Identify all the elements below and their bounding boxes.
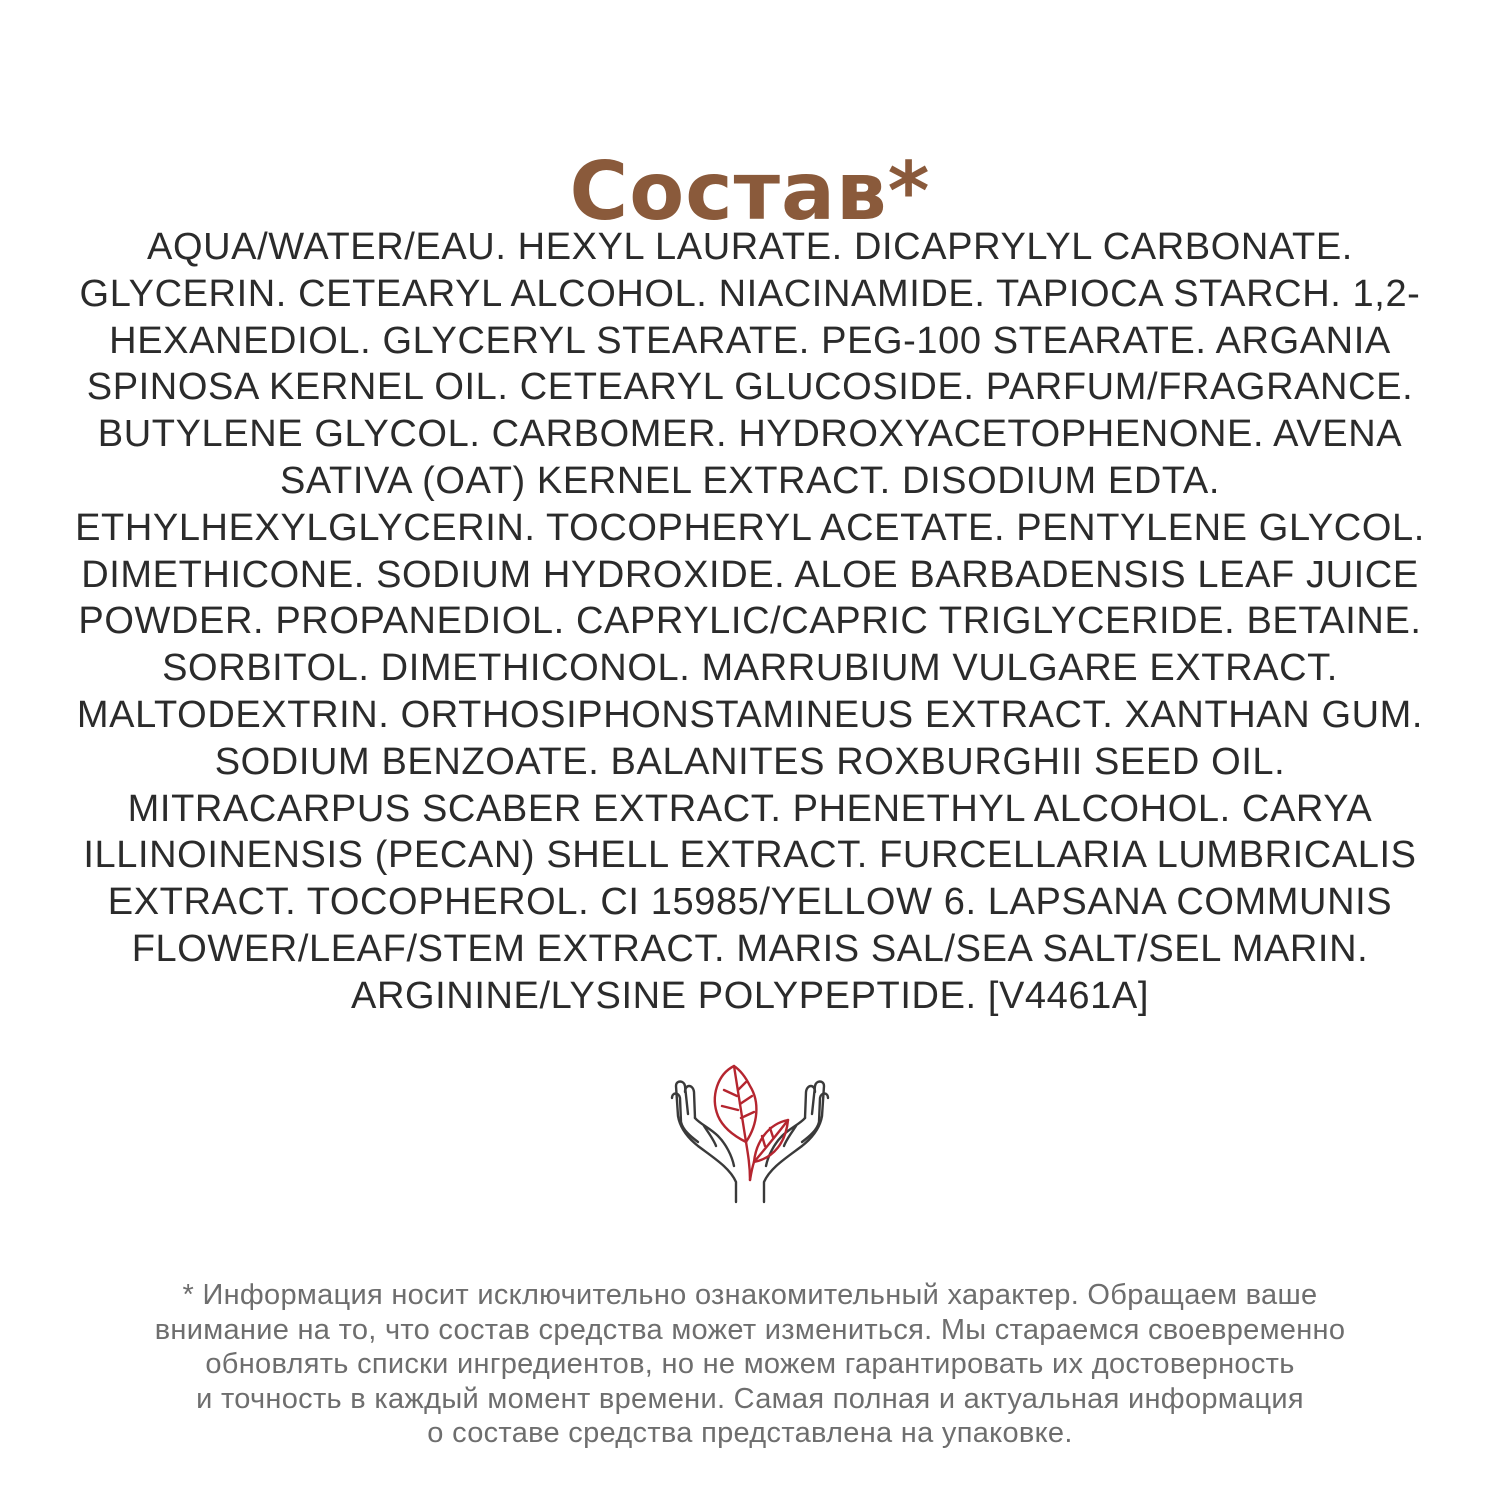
ingredients-line: ETHYLHEXYLGLYCERIN. TOCOPHERYL ACETATE. PENTYLENE GLYCOL. xyxy=(75,506,1425,549)
ingredients-line: EXTRACT. TOCOPHEROL. CI 15985/YELLOW 6. LAPSANA COMMUNIS xyxy=(107,881,1393,924)
ingredients-line: MALTODEXTRIN. ORTHOSIPHONSTAMINEUS EXTRACT. XANTHAN GUM. xyxy=(76,693,1424,736)
disclaimer-line: о составе средства представлена на упаковке. xyxy=(427,1417,1073,1450)
disclaimer-line: обновлять списки ингредиентов, но не можем гарантировать их достоверность xyxy=(205,1348,1295,1381)
ingredients-line: ARGININE/LYSINE POLYPEPTIDE. [V4461A] xyxy=(351,974,1149,1017)
ingredients-line: POWDER. PROPANEDIOL. CAPRYLIC/CAPRIC TRIGLYCERIDE. BETAINE. xyxy=(78,600,1422,643)
ingredients-line: HEXANEDIOL. GLYCERYL STEARATE. PEG-100 STEARATE. ARGANIA xyxy=(109,319,1391,362)
disclaimer-text xyxy=(30,1278,1470,1451)
disclaimer-line: и точность в каждый момент времени. Самая полная и актуальная информация xyxy=(196,1382,1304,1415)
ingredients-list xyxy=(30,224,1470,1020)
ingredients-line: AQUA/WATER/EAU. HEXYL LAURATE. DICAPRYLYL CARBONATE. xyxy=(147,226,1353,268)
ingredients-line: ILLINOINENSIS (PECAN) SHELL EXTRACT. FURCELLARIA LUMBRICALIS xyxy=(83,834,1417,877)
page-title: Состав* xyxy=(569,144,931,238)
ingredients-line: MITRACARPUS SCABER EXTRACT. PHENETHYL ALCOHOL. CARYA xyxy=(127,787,1373,830)
ingredients-line: SATIVA (OAT) KERNEL EXTRACT. DISODIUM EDTA. xyxy=(279,459,1221,502)
disclaimer-line: внимание на то, что состав средства может измениться. Мы стараемся своевременно xyxy=(154,1313,1346,1346)
ingredients-line: DIMETHICONE. SODIUM HYDROXIDE. ALOE BARBADENSIS LEAF JUICE xyxy=(81,553,1419,596)
ingredients-line: BUTYLENE GLYCOL. CARBOMER. HYDROXYACETOPHENONE. AVENA xyxy=(97,413,1403,456)
ingredients-line: SODIUM BENZOATE. BALANITES ROXBURGHII SEED OIL. xyxy=(214,740,1286,783)
ingredients-line: GLYCERIN. CETEARYL ALCOHOL. NIACINAMIDE. TAPIOCA STARCH. 1,2- xyxy=(79,272,1421,315)
disclaimer-line: * Информация носит исключительно ознакомительный характер. Обращаем ваше xyxy=(182,1279,1318,1311)
ingredients-line: SPINOSA KERNEL OIL. CETEARYL GLUCOSIDE. PARFUM/FRAGRANCE. xyxy=(86,366,1414,409)
hands-holding-leaves-icon xyxy=(664,1062,836,1212)
ingredients-line: FLOWER/LEAF/STEM EXTRACT. MARIS SAL/SEA SALT/SEL MARIN. xyxy=(131,927,1369,970)
ingredients-line: SORBITOL. DIMETHICONOL. MARRUBIUM VULGARE EXTRACT. xyxy=(162,647,1338,690)
